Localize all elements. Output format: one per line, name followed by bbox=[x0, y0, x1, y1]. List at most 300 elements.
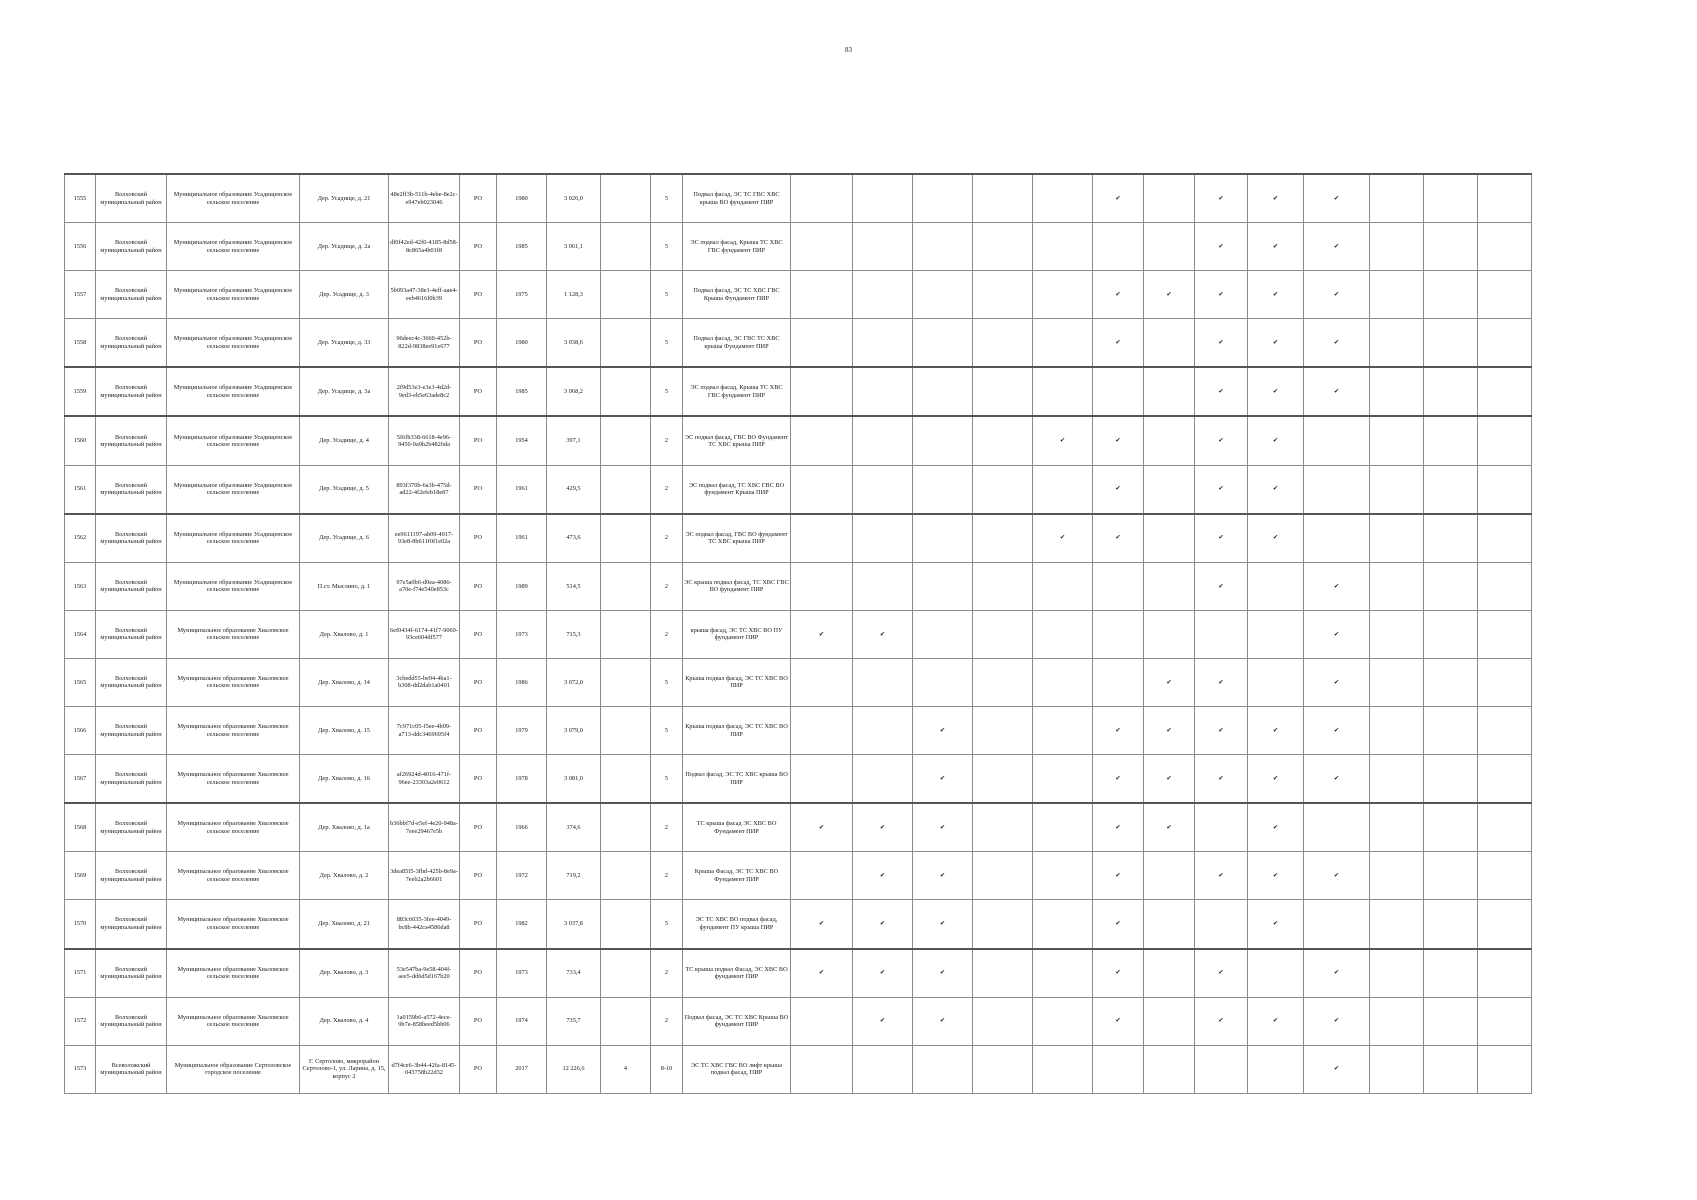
checkmark-icon: ✔ bbox=[1093, 416, 1144, 465]
house-id-cell: 96deec4c-3660-452b-822d-9838ee91e677 bbox=[389, 319, 460, 368]
checkmark-icon bbox=[1033, 610, 1093, 658]
checkmark-icon: ✔ bbox=[1195, 223, 1248, 271]
checkmark-icon bbox=[1424, 319, 1478, 368]
municipality-cell: Муниципальное образование Усадищенское сельское поселение bbox=[167, 223, 300, 271]
checkmark-icon: ✔ bbox=[1248, 852, 1304, 900]
checkmark-icon bbox=[1370, 610, 1424, 658]
row-number: 1560 bbox=[65, 416, 96, 465]
area-cell: 3 026,0 bbox=[547, 174, 601, 223]
row-number: 1564 bbox=[65, 610, 96, 658]
checkmark-icon: ✔ bbox=[853, 997, 913, 1045]
address-cell: Дер. Усадище, д. 3 bbox=[300, 271, 389, 319]
storeys-aux-cell bbox=[601, 803, 651, 852]
checkmark-icon bbox=[1478, 949, 1532, 998]
checkmark-icon: ✔ bbox=[1248, 174, 1304, 223]
checkmark-icon bbox=[791, 174, 853, 223]
checkmark-icon: ✔ bbox=[913, 803, 973, 852]
checkmark-icon bbox=[1370, 514, 1424, 563]
area-cell: 3 081,0 bbox=[547, 755, 601, 804]
storeys-cell: 2 bbox=[651, 803, 683, 852]
checkmark-icon bbox=[1033, 1045, 1093, 1093]
checkmark-icon: ✔ bbox=[1248, 755, 1304, 804]
works-cell: Подвал фасад, ЭС ТС ГВС ХВС крыша ВО фундамент ПИР bbox=[683, 174, 791, 223]
storeys-cell: 5 bbox=[651, 658, 683, 706]
district-cell: Волховский муниципальный район bbox=[96, 949, 167, 998]
checkmark-icon bbox=[791, 319, 853, 368]
checkmark-icon bbox=[973, 174, 1033, 223]
municipality-cell: Муниципальное образование Усадищенское сельское поселение bbox=[167, 271, 300, 319]
checkmark-icon bbox=[973, 610, 1033, 658]
checkmark-icon: ✔ bbox=[1248, 416, 1304, 465]
checkmark-icon: ✔ bbox=[1093, 271, 1144, 319]
checkmark-icon bbox=[973, 707, 1033, 755]
address-cell: Дер. Хвалово, д. 15 bbox=[300, 707, 389, 755]
year-cell: 1979 bbox=[497, 707, 547, 755]
area-cell: 374,6 bbox=[547, 803, 601, 852]
checkmark-icon: ✔ bbox=[913, 755, 973, 804]
works-cell: Подвал фасад, ЭС ТС ХВС ГВС Крыша Фундамент ПИР bbox=[683, 271, 791, 319]
table-row bbox=[65, 223, 1532, 271]
address-cell: Дер. Усадище, д. 4 bbox=[300, 416, 389, 465]
storeys-cell: 5 bbox=[651, 900, 683, 949]
table-row bbox=[65, 319, 1532, 368]
checkmark-icon bbox=[1478, 465, 1532, 514]
checkmark-icon bbox=[1033, 997, 1093, 1045]
works-cell: Подвал фасад, ЭС ТС ХВС Крыша ВО фундамент ПИР bbox=[683, 997, 791, 1045]
checkmark-icon bbox=[1033, 900, 1093, 949]
checkmark-icon bbox=[1033, 949, 1093, 998]
year-cell: 1985 bbox=[497, 367, 547, 416]
table-row bbox=[65, 174, 1532, 223]
address-cell: Дер. Усадище, д. 33 bbox=[300, 319, 389, 368]
municipality-cell: Муниципальное образование Хваловское сельское поселение bbox=[167, 658, 300, 706]
checkmark-icon bbox=[853, 755, 913, 804]
municipality-cell: Муниципальное образование Хваловское сельское поселение bbox=[167, 707, 300, 755]
checkmark-icon bbox=[913, 658, 973, 706]
checkmark-icon bbox=[1304, 416, 1370, 465]
district-cell: Волховский муниципальный район bbox=[96, 416, 167, 465]
checkmark-icon bbox=[1304, 465, 1370, 514]
house-id-cell: 883c6035-3fee-4049-bc8b-442ca4586da8 bbox=[389, 900, 460, 949]
checkmark-icon bbox=[913, 465, 973, 514]
checkmark-icon bbox=[1033, 658, 1093, 706]
district-cell: Волховский муниципальный район bbox=[96, 319, 167, 368]
checkmark-icon bbox=[1144, 562, 1195, 610]
row-number: 1569 bbox=[65, 852, 96, 900]
address-cell: Дер. Усадище, д. 2а bbox=[300, 223, 389, 271]
area-cell: 719,2 bbox=[547, 852, 601, 900]
checkmark-icon: ✔ bbox=[1248, 367, 1304, 416]
municipality-cell: Муниципальное образование Усадищенское сельское поселение bbox=[167, 562, 300, 610]
municipality-cell: Муниципальное образование Хваловское сельское поселение bbox=[167, 755, 300, 804]
checkmark-icon bbox=[853, 319, 913, 368]
row-number: 1562 bbox=[65, 514, 96, 563]
checkmark-icon: ✔ bbox=[1195, 514, 1248, 563]
storeys-cell: 5 bbox=[651, 271, 683, 319]
municipality-cell: Муниципальное образование Хваловское сельское поселение bbox=[167, 900, 300, 949]
house-id-cell: 48e2ff3b-511b-4ebe-8e2c-e947eb023046 bbox=[389, 174, 460, 223]
checkmark-icon bbox=[1424, 803, 1478, 852]
checkmark-icon: ✔ bbox=[1248, 707, 1304, 755]
checkmark-icon bbox=[1424, 562, 1478, 610]
checkmark-icon: ✔ bbox=[1304, 174, 1370, 223]
storeys-aux-cell bbox=[601, 319, 651, 368]
checkmark-icon bbox=[1478, 514, 1532, 563]
area-cell: 3 038,6 bbox=[547, 319, 601, 368]
checkmark-icon bbox=[1370, 416, 1424, 465]
house-id-cell: 1a0159b6-a572-4ece-9b7e-858beed5bb06 bbox=[389, 997, 460, 1045]
address-cell: Дер. Хвалово, д. 1 bbox=[300, 610, 389, 658]
checkmark-icon: ✔ bbox=[853, 803, 913, 852]
checkmark-icon bbox=[1424, 610, 1478, 658]
checkmark-icon bbox=[1370, 367, 1424, 416]
checkmark-icon bbox=[1370, 223, 1424, 271]
storeys-aux-cell bbox=[601, 610, 651, 658]
checkmark-icon bbox=[1370, 900, 1424, 949]
year-cell: 1989 bbox=[497, 562, 547, 610]
address-cell: Дер. Хвалово, д. 21 bbox=[300, 900, 389, 949]
fund-type-cell: РО bbox=[460, 271, 497, 319]
address-cell: Дер. Хвалово, д. 16 bbox=[300, 755, 389, 804]
checkmark-icon bbox=[791, 1045, 853, 1093]
area-cell: 397,1 bbox=[547, 416, 601, 465]
checkmark-icon bbox=[791, 465, 853, 514]
table-row bbox=[65, 900, 1532, 949]
checkmark-icon: ✔ bbox=[1248, 997, 1304, 1045]
area-cell: 733,4 bbox=[547, 949, 601, 998]
district-cell: Волховский муниципальный район bbox=[96, 852, 167, 900]
area-cell: 1 128,3 bbox=[547, 271, 601, 319]
checkmark-icon bbox=[1033, 755, 1093, 804]
table-row bbox=[65, 562, 1532, 610]
checkmark-icon: ✔ bbox=[791, 610, 853, 658]
checkmark-icon: ✔ bbox=[1144, 707, 1195, 755]
row-number: 1573 bbox=[65, 1045, 96, 1093]
checkmark-icon bbox=[1370, 997, 1424, 1045]
checkmark-icon bbox=[853, 707, 913, 755]
checkmark-icon: ✔ bbox=[1144, 803, 1195, 852]
district-cell: Волховский муниципальный район bbox=[96, 174, 167, 223]
checkmark-icon bbox=[1248, 949, 1304, 998]
checkmark-icon: ✔ bbox=[1195, 465, 1248, 514]
checkmark-icon bbox=[1478, 1045, 1532, 1093]
house-id-cell: d7f4ce6-3b44-42fa-8145-043758b22d32 bbox=[389, 1045, 460, 1093]
storeys-aux-cell bbox=[601, 900, 651, 949]
works-cell: ЭС подвал фасад, Крыша ТС ХВС ГВС фундамент ПИР bbox=[683, 223, 791, 271]
checkmark-icon bbox=[913, 562, 973, 610]
checkmark-icon: ✔ bbox=[1195, 319, 1248, 368]
checkmark-icon bbox=[791, 997, 853, 1045]
checkmark-icon bbox=[1033, 803, 1093, 852]
checkmark-icon bbox=[1370, 271, 1424, 319]
checkmark-icon bbox=[853, 223, 913, 271]
checkmark-icon bbox=[853, 416, 913, 465]
works-cell: ЭС подвал фасад, Крыша ТС ХВС ГВС фундамент ПИР bbox=[683, 367, 791, 416]
table-row bbox=[65, 949, 1532, 998]
checkmark-icon bbox=[1195, 900, 1248, 949]
checkmark-icon bbox=[1370, 755, 1424, 804]
checkmark-icon bbox=[1248, 658, 1304, 706]
works-cell: крыша фасад, ЭС ТС ХВС ВО ПУ фундамент ПИР bbox=[683, 610, 791, 658]
checkmark-icon bbox=[973, 852, 1033, 900]
municipality-cell: Муниципальное образование Усадищенское сельское поселение bbox=[167, 319, 300, 368]
area-cell: 3 061,1 bbox=[547, 223, 601, 271]
checkmark-icon bbox=[1144, 852, 1195, 900]
house-id-cell: 5f6fb338-6618-4e96-9450-9a9b2b4826da bbox=[389, 416, 460, 465]
checkmark-icon bbox=[1478, 367, 1532, 416]
checkmark-icon bbox=[853, 658, 913, 706]
checkmark-icon bbox=[853, 174, 913, 223]
checkmark-icon bbox=[973, 319, 1033, 368]
storeys-aux-cell bbox=[601, 997, 651, 1045]
checkmark-icon bbox=[1093, 223, 1144, 271]
table-row bbox=[65, 658, 1532, 706]
district-cell: Волховский муниципальный район bbox=[96, 997, 167, 1045]
house-id-cell: 2f9d53e3-e3e3-4d2d-9ed3-eb5e63ade8c2 bbox=[389, 367, 460, 416]
checkmark-icon: ✔ bbox=[1195, 174, 1248, 223]
checkmark-icon: ✔ bbox=[853, 900, 913, 949]
checkmark-icon bbox=[1304, 803, 1370, 852]
table-row bbox=[65, 367, 1532, 416]
registry-body bbox=[65, 174, 1532, 1093]
municipality-cell: Муниципальное образование Хваловское сельское поселение bbox=[167, 852, 300, 900]
checkmark-icon bbox=[973, 416, 1033, 465]
fund-type-cell: РО bbox=[460, 416, 497, 465]
page-number: 83 bbox=[845, 46, 852, 54]
checkmark-icon bbox=[1370, 707, 1424, 755]
works-cell: ЭС ТС ХВС ВО подвал фасад, фундамент ПУ крыша ПИР bbox=[683, 900, 791, 949]
checkmark-icon: ✔ bbox=[1144, 755, 1195, 804]
house-id-cell: 893f370b-6a3b-475d-ad22-4f2efeb18e87 bbox=[389, 465, 460, 514]
checkmark-icon bbox=[853, 514, 913, 563]
checkmark-icon bbox=[791, 223, 853, 271]
checkmark-icon: ✔ bbox=[1304, 271, 1370, 319]
checkmark-icon bbox=[1144, 223, 1195, 271]
storeys-cell: 5 bbox=[651, 174, 683, 223]
checkmark-icon: ✔ bbox=[1248, 803, 1304, 852]
table-row bbox=[65, 514, 1532, 563]
checkmark-icon bbox=[1424, 174, 1478, 223]
checkmark-icon bbox=[1093, 367, 1144, 416]
checkmark-icon: ✔ bbox=[791, 803, 853, 852]
checkmark-icon bbox=[853, 562, 913, 610]
checkmark-icon bbox=[1033, 562, 1093, 610]
checkmark-icon: ✔ bbox=[1093, 949, 1144, 998]
checkmark-icon bbox=[791, 852, 853, 900]
checkmark-icon bbox=[973, 997, 1033, 1045]
checkmark-icon: ✔ bbox=[1304, 610, 1370, 658]
checkmark-icon bbox=[1478, 658, 1532, 706]
district-cell: Волховский муниципальный район bbox=[96, 658, 167, 706]
address-cell: Дер. Усадище, д. 21 bbox=[300, 174, 389, 223]
checkmark-icon bbox=[1144, 610, 1195, 658]
fund-type-cell: РО bbox=[460, 223, 497, 271]
row-number: 1563 bbox=[65, 562, 96, 610]
fund-type-cell: РО bbox=[460, 997, 497, 1045]
works-cell: ЭС подвал фасад, ТС ХВС ГВС ВО фундамент Крыша ПИР bbox=[683, 465, 791, 514]
row-number: 1567 bbox=[65, 755, 96, 804]
works-cell: Подвал фасад, ЭС ТС ХВС крыша ВО ПИР bbox=[683, 755, 791, 804]
checkmark-icon: ✔ bbox=[1195, 658, 1248, 706]
checkmark-icon: ✔ bbox=[1248, 271, 1304, 319]
checkmark-icon bbox=[1424, 755, 1478, 804]
area-cell: 12 226,6 bbox=[547, 1045, 601, 1093]
checkmark-icon: ✔ bbox=[1304, 367, 1370, 416]
works-cell: Крыша Фасад, ЭС ТС ХВС ВО Фундамент ПИР bbox=[683, 852, 791, 900]
district-cell: Волховский муниципальный район bbox=[96, 562, 167, 610]
district-cell: Волховский муниципальный район bbox=[96, 803, 167, 852]
checkmark-icon bbox=[1370, 658, 1424, 706]
area-cell: 3 079,0 bbox=[547, 707, 601, 755]
checkmark-icon bbox=[1195, 1045, 1248, 1093]
checkmark-icon: ✔ bbox=[1195, 416, 1248, 465]
row-number: 1566 bbox=[65, 707, 96, 755]
checkmark-icon bbox=[791, 271, 853, 319]
checkmark-icon: ✔ bbox=[791, 949, 853, 998]
municipality-cell: Муниципальное образование Усадищенское сельское поселение bbox=[167, 367, 300, 416]
checkmark-icon: ✔ bbox=[1248, 223, 1304, 271]
checkmark-icon: ✔ bbox=[1304, 319, 1370, 368]
checkmark-icon bbox=[1478, 271, 1532, 319]
checkmark-icon bbox=[853, 465, 913, 514]
checkmark-icon: ✔ bbox=[1304, 949, 1370, 998]
checkmark-icon: ✔ bbox=[853, 610, 913, 658]
checkmark-icon: ✔ bbox=[1033, 514, 1093, 563]
district-cell: Всеволожский муниципальный район bbox=[96, 1045, 167, 1093]
fund-type-cell: РО bbox=[460, 174, 497, 223]
checkmark-icon bbox=[791, 562, 853, 610]
house-id-cell: af26924d-4016-471f-96ee-23303a2e0612 bbox=[389, 755, 460, 804]
checkmark-icon bbox=[973, 223, 1033, 271]
checkmark-icon bbox=[1370, 319, 1424, 368]
checkmark-icon bbox=[1478, 562, 1532, 610]
year-cell: 1986 bbox=[497, 658, 547, 706]
fund-type-cell: РО bbox=[460, 707, 497, 755]
checkmark-icon bbox=[913, 174, 973, 223]
address-cell: Дер. Хвалово, д. 4 bbox=[300, 997, 389, 1045]
year-cell: 1978 bbox=[497, 755, 547, 804]
housing-registry-table bbox=[64, 173, 1532, 1094]
storeys-aux-cell bbox=[601, 174, 651, 223]
address-cell: Дер. Усадище, д. 5 bbox=[300, 465, 389, 514]
fund-type-cell: РО bbox=[460, 514, 497, 563]
area-cell: 429,5 bbox=[547, 465, 601, 514]
checkmark-icon bbox=[1370, 465, 1424, 514]
district-cell: Волховский муниципальный район bbox=[96, 610, 167, 658]
district-cell: Волховский муниципальный район bbox=[96, 707, 167, 755]
year-cell: 1980 bbox=[497, 174, 547, 223]
row-number: 1555 bbox=[65, 174, 96, 223]
works-cell: Подвал фасад, ЭС ГВС ТС ХВС крыша Фундамент ПИР bbox=[683, 319, 791, 368]
checkmark-icon bbox=[1478, 852, 1532, 900]
checkmark-icon: ✔ bbox=[1033, 416, 1093, 465]
row-number: 1558 bbox=[65, 319, 96, 368]
storeys-cell: 8-10 bbox=[651, 1045, 683, 1093]
area-cell: 735,7 bbox=[547, 997, 601, 1045]
checkmark-icon bbox=[1033, 271, 1093, 319]
checkmark-icon bbox=[1144, 174, 1195, 223]
municipality-cell: Муниципальное образование Усадищенское сельское поселение bbox=[167, 514, 300, 563]
fund-type-cell: РО bbox=[460, 1045, 497, 1093]
storeys-cell: 5 bbox=[651, 707, 683, 755]
checkmark-icon: ✔ bbox=[1195, 707, 1248, 755]
checkmark-icon: ✔ bbox=[913, 949, 973, 998]
checkmark-icon bbox=[973, 367, 1033, 416]
checkmark-icon bbox=[1033, 852, 1093, 900]
house-id-cell: b36bbf7d-e5ef-4e20-948a-7eee29467e5b bbox=[389, 803, 460, 852]
table-row bbox=[65, 852, 1532, 900]
storeys-aux-cell bbox=[601, 367, 651, 416]
checkmark-icon bbox=[973, 803, 1033, 852]
checkmark-icon bbox=[1248, 1045, 1304, 1093]
storeys-aux-cell bbox=[601, 465, 651, 514]
checkmark-icon: ✔ bbox=[1195, 949, 1248, 998]
fund-type-cell: РО bbox=[460, 803, 497, 852]
house-id-cell: ee9611197-ab09-4917-93e8-8b611f0f1e02a bbox=[389, 514, 460, 563]
checkmark-icon: ✔ bbox=[1195, 562, 1248, 610]
checkmark-icon bbox=[1478, 803, 1532, 852]
checkmark-icon bbox=[1304, 900, 1370, 949]
district-cell: Волховский муниципальный район bbox=[96, 900, 167, 949]
checkmark-icon bbox=[1370, 174, 1424, 223]
checkmark-icon: ✔ bbox=[1093, 755, 1144, 804]
storeys-cell: 2 bbox=[651, 610, 683, 658]
works-cell: ТС крыша подвал Фасад, ЭС ХВС ВО фундамент ПИР bbox=[683, 949, 791, 998]
checkmark-icon bbox=[1144, 900, 1195, 949]
table-row bbox=[65, 271, 1532, 319]
storeys-cell: 5 bbox=[651, 367, 683, 416]
municipality-cell: Муниципальное образование Усадищенское сельское поселение bbox=[167, 465, 300, 514]
storeys-aux-cell bbox=[601, 852, 651, 900]
checkmark-icon bbox=[1478, 997, 1532, 1045]
checkmark-icon: ✔ bbox=[913, 900, 973, 949]
checkmark-icon bbox=[1304, 514, 1370, 563]
year-cell: 1973 bbox=[497, 949, 547, 998]
checkmark-icon bbox=[1424, 367, 1478, 416]
checkmark-icon bbox=[973, 949, 1033, 998]
checkmark-icon: ✔ bbox=[1304, 223, 1370, 271]
checkmark-icon bbox=[1033, 707, 1093, 755]
checkmark-icon: ✔ bbox=[1093, 803, 1144, 852]
storeys-aux-cell bbox=[601, 562, 651, 610]
municipality-cell: Муниципальное образование Хваловское сельское поселение bbox=[167, 803, 300, 852]
checkmark-icon bbox=[791, 707, 853, 755]
storeys-cell: 5 bbox=[651, 755, 683, 804]
row-number: 1557 bbox=[65, 271, 96, 319]
area-cell: 514,5 bbox=[547, 562, 601, 610]
storeys-cell: 2 bbox=[651, 562, 683, 610]
municipality-cell: Муниципальное образование Хваловское сельское поселение bbox=[167, 610, 300, 658]
table-row bbox=[65, 803, 1532, 852]
year-cell: 1982 bbox=[497, 900, 547, 949]
year-cell: 1961 bbox=[497, 465, 547, 514]
storeys-aux-cell: 4 bbox=[601, 1045, 651, 1093]
storeys-cell: 2 bbox=[651, 514, 683, 563]
checkmark-icon bbox=[973, 658, 1033, 706]
checkmark-icon bbox=[1478, 174, 1532, 223]
checkmark-icon bbox=[791, 658, 853, 706]
checkmark-icon: ✔ bbox=[1304, 755, 1370, 804]
checkmark-icon: ✔ bbox=[1093, 900, 1144, 949]
district-cell: Волховский муниципальный район bbox=[96, 367, 167, 416]
checkmark-icon bbox=[1478, 223, 1532, 271]
checkmark-icon bbox=[1093, 658, 1144, 706]
fund-type-cell: РО bbox=[460, 610, 497, 658]
checkmark-icon bbox=[973, 271, 1033, 319]
checkmark-icon bbox=[1144, 514, 1195, 563]
checkmark-icon bbox=[1144, 997, 1195, 1045]
year-cell: 1961 bbox=[497, 514, 547, 563]
